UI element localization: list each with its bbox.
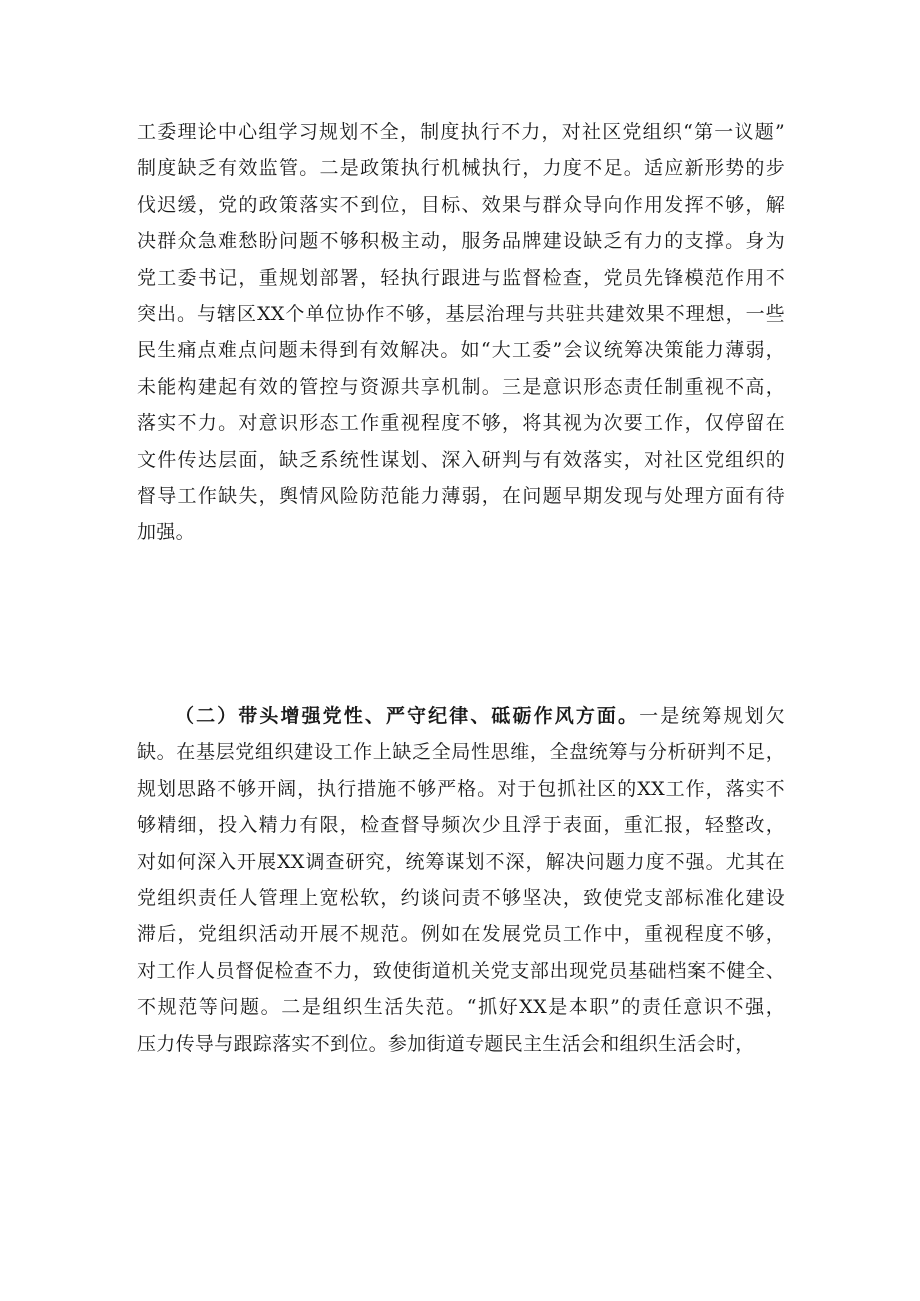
paragraph-2-line-2: 缺。在基层党组织建设工作上缺乏全局性思维，全盘统筹与分析研判不足，: [137, 741, 785, 764]
paragraph-2-line-6: 党组织责任人管理上宽松软，约谈问责不够坚决，致使党支部标准化建设: [137, 886, 785, 909]
paragraph-2-line-9: 不规范等问题。二是组织生活失范。“抓好XX是本职”的责任意识不强，: [137, 996, 785, 1019]
paragraph-1: [137, 114, 785, 551]
paragraph-2-line-1-rest: 一是统筹规划欠: [639, 705, 785, 727]
paragraph-1-line-1: 工委理论中心组学习规划不全，制度执行不力，对社区党组织“第一议题”: [137, 121, 785, 143]
section-heading: （二）带头增强党性、严守纪律、砥砺作风方面。: [175, 705, 640, 727]
paragraph-1-line-3: 伐迟缓，党的政策落实不到位，目标、效果与群众导向作用发挥不够，解: [137, 193, 785, 216]
paragraph-2: [137, 698, 785, 1062]
paragraph-1-line-10: 文件传达层面，缺乏系统性谋划、深入研判与有效落实，对社区党组织的: [137, 448, 785, 471]
paragraph-1-line-11: 督导工作缺失，舆情风险防范能力薄弱，在问题早期发现与处理方面有待: [137, 484, 785, 507]
paragraph-1-line-7: 民生痛点难点问题未得到有效解决。如“大工委”会议统筹决策能力薄弱，: [137, 339, 785, 362]
paragraph-1-line-2: 制度缺乏有效监管。二是政策执行机械执行，力度不足。适应新形势的步: [137, 157, 785, 180]
paragraph-2-line-7: 滞后，党组织活动开展不规范。例如在发展党员工作中，重视程度不够，: [137, 923, 785, 946]
paragraph-2-line-8: 对工作人员督促检查不力，致使街道机关党支部出现党员基础档案不健全、: [137, 959, 785, 982]
paragraph-2-line-4: 够精细，投入精力有限，检查督导频次少且浮于表面，重汇报，轻整改，: [137, 814, 785, 837]
paragraph-2-first-line: [137, 698, 785, 734]
paragraph-1-line-9: 落实不力。对意识形态工作重视程度不够，将其视为次要工作，仅停留在: [137, 412, 785, 435]
paragraph-1-line-5: 党工委书记，重规划部署，轻执行跟进与监督检查，党员先锋模范作用不: [137, 266, 785, 289]
paragraph-2-line-10: 压力传导与跟踪落实不到位。参加街道专题民主生活会和组织生活会时，: [137, 1032, 755, 1055]
paragraph-1-line-4: 决群众急难愁盼问题不够积极主动，服务品牌建设缺乏有力的支撑。身为: [137, 230, 785, 253]
paragraph-1-line-6: 突出。与辖区XX个单位协作不够，基层治理与共驻共建效果不理想，一些: [137, 302, 785, 325]
paragraph-1-line-8: 未能构建起有效的管控与资源共享机制。三是意识形态责任制重视不高，: [137, 375, 785, 398]
paragraph-1-line-12: 加强。: [137, 521, 195, 544]
paragraph-2-line-3: 规划思路不够开阔，执行措施不够严格。对于包抓社区的XX工作，落实不: [137, 777, 785, 800]
paragraph-2-line-5: 对如何深入开展XX调查研究，统筹谋划不深，解决问题力度不强。尤其在: [137, 850, 785, 873]
